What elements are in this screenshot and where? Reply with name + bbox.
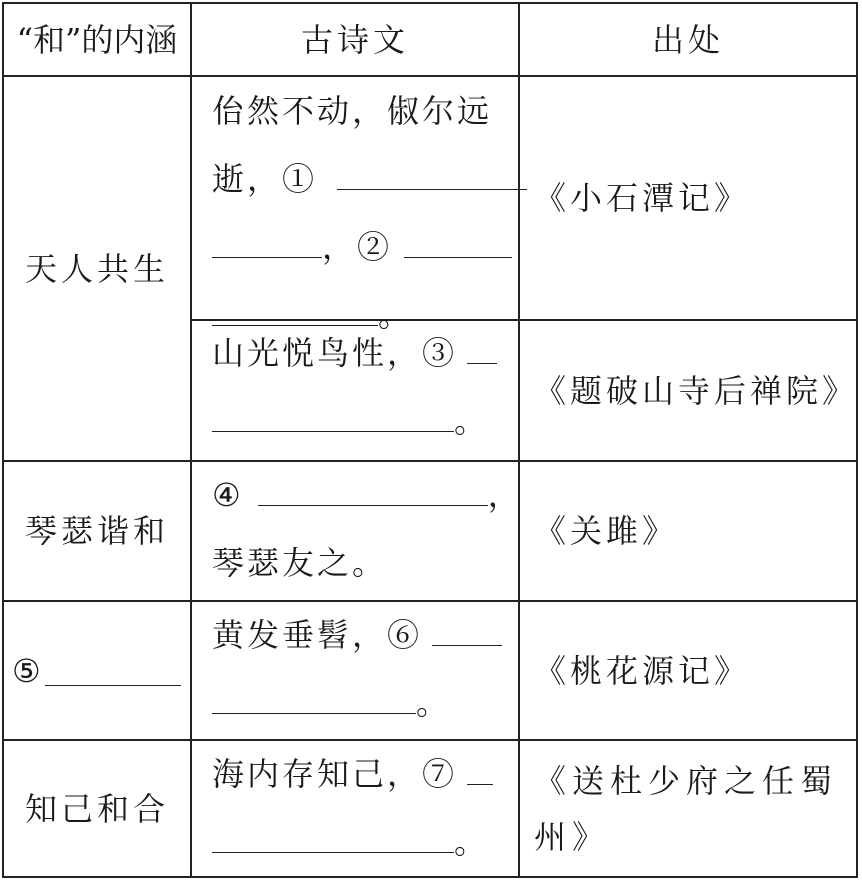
answer-blank[interactable] — [45, 655, 181, 686]
poem-line: 琴瑟友之。 — [212, 544, 388, 582]
poem-line: 。 — [454, 823, 490, 861]
source-cell — [520, 741, 856, 876]
answer-blank[interactable] — [212, 683, 416, 714]
poem-cell — [212, 324, 512, 460]
poem-line: 。 — [416, 684, 452, 722]
source-title: 《桃花源记》 — [534, 651, 751, 690]
poem-line: 佁然不动，俶尔远 — [212, 92, 493, 130]
source-title-line: 《送杜少府之任蜀 — [534, 762, 839, 800]
answer-blank[interactable] — [212, 822, 454, 853]
source-cell — [520, 462, 856, 600]
answer-blank[interactable] — [212, 227, 322, 258]
poem-line: 海内存知己，⑦ — [212, 755, 458, 793]
poem-line: 。 — [378, 296, 414, 334]
poem-cell — [212, 82, 512, 334]
answer-blank[interactable] — [467, 333, 497, 364]
source-title-line: 州》 — [534, 818, 611, 856]
answer-blank[interactable] — [212, 401, 454, 432]
header-poem: 古诗文 — [300, 20, 409, 59]
answer-blank[interactable] — [212, 295, 378, 326]
answer-blank[interactable] — [432, 615, 502, 646]
poem-cell — [212, 606, 512, 739]
poem-line: 山光悦鸟性，③ — [212, 334, 458, 372]
source-cell — [520, 602, 856, 739]
source-title: 《关雎》 — [534, 512, 679, 550]
source-cell — [520, 77, 856, 319]
header-source: 出处 — [651, 20, 724, 59]
poem-line: ， — [487, 476, 523, 514]
meaning-number: ⑤ — [12, 651, 41, 690]
meaning-cell: 知己和合 — [24, 789, 169, 828]
poem-line: 黄发垂髫，⑥ — [212, 616, 423, 654]
poem-cell — [212, 745, 512, 876]
meaning-cell: 天人共生 — [24, 249, 169, 288]
poem-line: ，② — [322, 228, 393, 266]
source-title: 《小石潭记》 — [534, 179, 751, 217]
poem-line: ④ — [212, 476, 244, 514]
answer-blank[interactable] — [337, 159, 527, 190]
answer-blank[interactable] — [467, 754, 493, 785]
poem-cell — [212, 466, 523, 600]
meaning-cell: 琴瑟谐和 — [24, 512, 169, 550]
fill-in-table — [2, 2, 858, 878]
header-meaning: “和”的内涵 — [16, 20, 178, 59]
grid-line — [190, 4, 192, 876]
answer-blank[interactable] — [258, 475, 488, 506]
poem-line: 。 — [454, 402, 490, 440]
poem-line: 逝，① — [212, 160, 318, 198]
answer-blank[interactable] — [404, 227, 512, 258]
source-cell — [520, 321, 859, 460]
meaning-cell — [12, 602, 190, 739]
source-title: 《题破山寺后禅院》 — [534, 371, 859, 410]
